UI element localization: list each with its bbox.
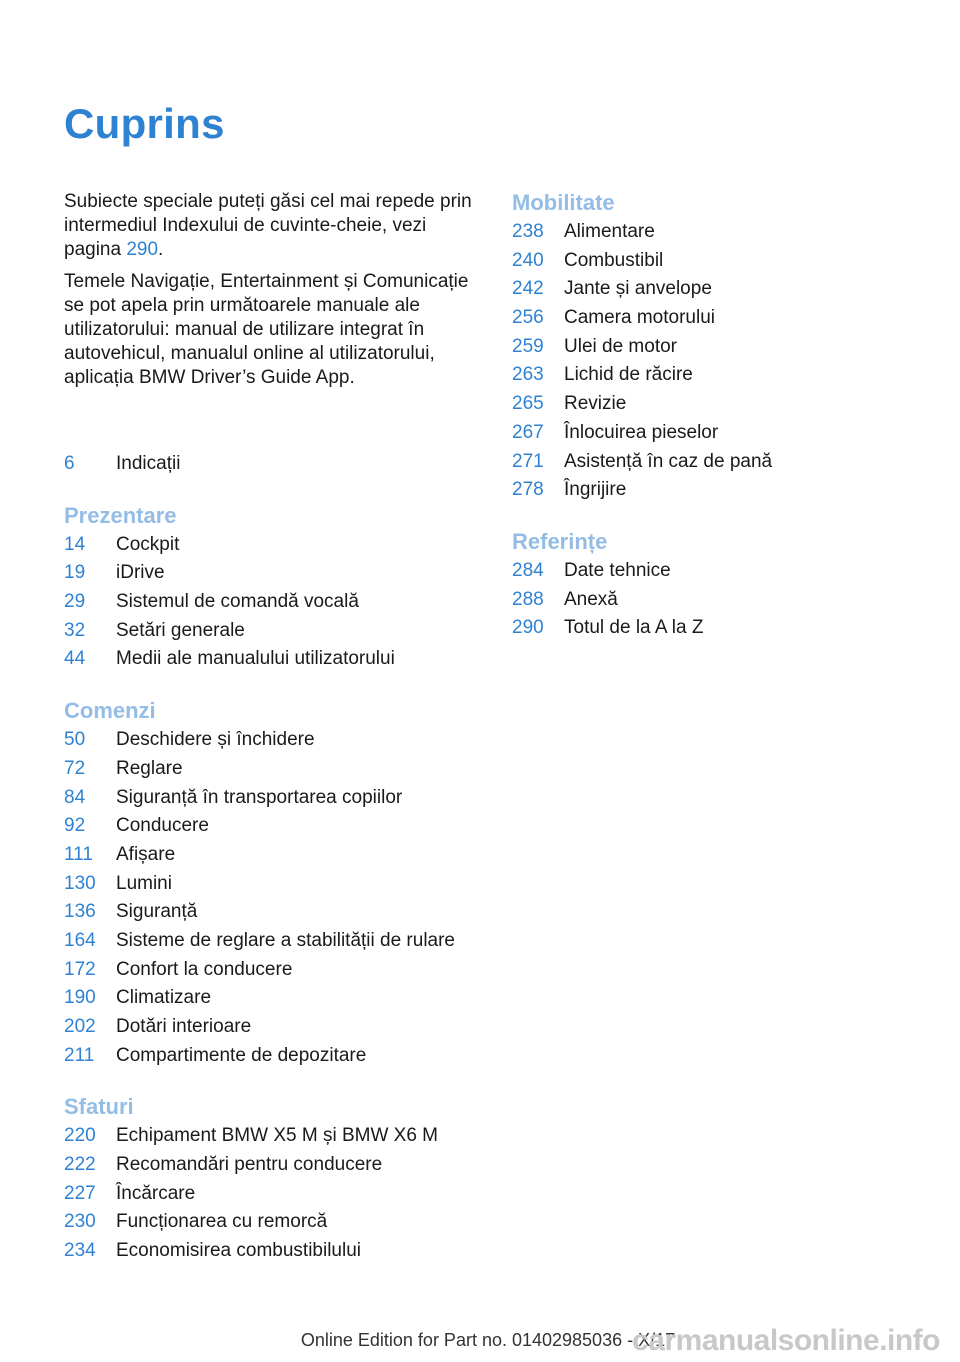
toc-entry-label[interactable]: Setări generale xyxy=(116,619,245,641)
toc-page-number[interactable]: 222 xyxy=(64,1154,96,1176)
toc-page-number[interactable]: 271 xyxy=(512,450,544,472)
toc-entry[interactable] xyxy=(64,927,456,956)
intro xyxy=(64,190,484,398)
toc-entry-label[interactable]: Combustibil xyxy=(564,249,664,271)
toc-page-number[interactable]: 240 xyxy=(512,249,544,271)
toc-page-number[interactable]: 278 xyxy=(512,479,544,501)
toc-entry[interactable] xyxy=(64,645,395,674)
toc-page-number[interactable]: 202 xyxy=(64,1016,96,1037)
toc-entry[interactable] xyxy=(64,1208,328,1237)
toc-entry[interactable] xyxy=(64,1013,252,1042)
toc-page-number[interactable]: 44 xyxy=(64,648,86,670)
toc-section-title: Comenzi xyxy=(64,698,156,724)
toc-entry-label[interactable]: Compartimente de depozitare xyxy=(116,1044,367,1066)
toc-entry-label[interactable]: iDrive xyxy=(116,562,165,584)
toc-entry[interactable] xyxy=(64,812,209,841)
section-gap xyxy=(64,1070,177,1092)
toc-page-number[interactable]: 230 xyxy=(64,1211,96,1233)
toc-page-number[interactable]: 14 xyxy=(64,533,86,555)
toc-entry[interactable] xyxy=(512,614,704,643)
section-gap xyxy=(512,505,615,527)
toc-page-number[interactable]: 211 xyxy=(64,1044,95,1066)
toc-entry-label[interactable]: Asistență în caz de pană xyxy=(564,450,773,472)
toc-entry-label[interactable]: Încărcare xyxy=(116,1182,196,1204)
toc-entry[interactable] xyxy=(512,304,715,333)
toc-right xyxy=(512,188,773,643)
toc-entry[interactable] xyxy=(64,531,180,560)
toc-entry-label[interactable]: Dotări interioare xyxy=(116,1016,252,1037)
intro-paragraph-manuals: Temele Navigație, Entertainment și Comunicație se pot apela prin următoarele manuale ale utilizatorului: manual de utilizare integrat în autovehicul, manualul online al utilizatorului, aplicația BMW Driver’s Guide App. xyxy=(64,271,469,388)
toc-entry[interactable] xyxy=(512,419,719,448)
toc-entry[interactable] xyxy=(512,333,677,362)
toc-entry[interactable] xyxy=(64,1122,439,1151)
toc-page-number[interactable]: 238 xyxy=(512,221,544,242)
toc-page-number[interactable]: 288 xyxy=(512,588,544,610)
toc-entry-label[interactable]: Afișare xyxy=(116,843,176,865)
toc-entry-label[interactable]: Sisteme de reglare a stabilității de rulare xyxy=(116,929,456,951)
toc-entry[interactable] xyxy=(512,247,664,276)
toc-entry-label[interactable]: Siguranță în transportarea copiilor xyxy=(116,786,403,808)
toc-entry-label[interactable]: Reglare xyxy=(116,757,183,779)
toc-entry[interactable] xyxy=(512,448,773,477)
toc-entry-label[interactable]: Totul de la A la Z xyxy=(564,617,704,639)
intro-end: . xyxy=(158,239,164,260)
toc-page-number[interactable]: 242 xyxy=(512,278,544,300)
toc-entry[interactable] xyxy=(64,559,177,588)
toc-page-number[interactable]: 256 xyxy=(512,307,544,329)
toc-entry-label[interactable]: Lumini xyxy=(116,872,172,894)
toc-entry-label[interactable]: Siguranță xyxy=(116,901,198,923)
footer-edition: Online Edition for Part no. 01402985036 - X/17 xyxy=(300,1330,676,1350)
toc-entry[interactable] xyxy=(512,361,693,390)
index-page-link[interactable]: 290 xyxy=(126,239,159,260)
toc-left xyxy=(64,450,456,1266)
toc-entry[interactable] xyxy=(64,956,293,985)
toc-entry[interactable] xyxy=(64,1151,383,1180)
toc-page-number[interactable]: 290 xyxy=(512,617,544,639)
toc-page-number[interactable]: 32 xyxy=(64,619,86,641)
toc-entry[interactable] xyxy=(512,390,627,419)
toc-page-number[interactable]: 267 xyxy=(512,421,544,443)
toc-entry-label[interactable]: Îngrijire xyxy=(564,479,627,501)
toc-page-number[interactable]: 130 xyxy=(64,872,96,894)
toc-page-number[interactable]: 259 xyxy=(512,335,544,357)
toc-section-title: Prezentare xyxy=(64,502,177,528)
page-title: Cuprins xyxy=(64,100,225,147)
toc-entry-label[interactable]: Date tehnice xyxy=(564,559,671,581)
toc-page-number[interactable]: 92 xyxy=(64,815,86,837)
intro-text: Subiecte speciale puteți găsi cel mai repede prin intermediul Indexului de cuvinte-cheie, vezi pagina xyxy=(64,191,472,260)
toc-entry-label[interactable]: Lichid de răcire xyxy=(564,364,693,386)
toc-page-number[interactable]: 265 xyxy=(512,393,544,415)
toc-page-number[interactable]: 190 xyxy=(64,987,96,1009)
toc-entry[interactable] xyxy=(512,557,671,586)
section-gap xyxy=(64,479,177,501)
toc-entry-label[interactable]: Confort la conducere xyxy=(116,958,293,980)
toc-entry[interactable] xyxy=(64,1180,196,1209)
toc-page-number[interactable]: 220 xyxy=(64,1125,96,1147)
toc-entry-label[interactable]: Jante și anvelope xyxy=(564,278,712,300)
toc-entry[interactable] xyxy=(512,275,712,304)
toc-entry-label[interactable]: Anexă xyxy=(564,588,618,610)
toc-entry[interactable] xyxy=(64,588,359,617)
toc-entry[interactable] xyxy=(64,898,198,927)
toc-entry[interactable] xyxy=(64,1237,361,1266)
toc-entry[interactable] xyxy=(64,1042,367,1071)
toc-entry-label[interactable]: Ulei de motor xyxy=(564,335,677,357)
toc-entry[interactable] xyxy=(64,617,245,646)
toc-page-number[interactable]: 72 xyxy=(64,757,86,779)
toc-entry[interactable] xyxy=(64,784,403,813)
toc-entry-label[interactable]: Revizie xyxy=(564,393,627,415)
toc-entry-label[interactable]: Cockpit xyxy=(116,533,180,555)
toc-entry-label[interactable]: Sistemul de comandă vocală xyxy=(116,591,359,613)
toc-page-number[interactable]: 29 xyxy=(64,591,86,613)
toc-page-number[interactable]: 111 xyxy=(64,843,93,865)
toc-entry-label[interactable]: Economisirea combustibilului xyxy=(116,1240,361,1262)
toc-page-number[interactable]: 227 xyxy=(64,1182,96,1204)
watermark: carmanualsonline.info xyxy=(632,1324,940,1357)
toc-page-number[interactable]: 284 xyxy=(512,559,544,581)
toc-entry[interactable] xyxy=(512,476,627,505)
toc-entry-label[interactable]: Camera motorului xyxy=(564,307,715,329)
toc-page-number[interactable]: 6 xyxy=(64,453,75,474)
toc-entry[interactable] xyxy=(64,984,212,1013)
toc-page-number[interactable]: 172 xyxy=(64,958,96,980)
toc-entry-label[interactable]: Deschidere și închidere xyxy=(116,729,315,751)
toc-section-title: Sfaturi xyxy=(64,1094,134,1120)
toc-entry[interactable] xyxy=(64,450,181,479)
toc-entry-label[interactable]: Climatizare xyxy=(116,987,212,1009)
toc-page-number[interactable]: 164 xyxy=(64,929,96,951)
intro-paragraph-index xyxy=(64,190,484,262)
toc-entry-label[interactable]: Echipament BMW X5 M și BMW X6 M xyxy=(116,1125,439,1147)
toc-page-number[interactable]: 84 xyxy=(64,786,86,808)
toc-page-number[interactable]: 263 xyxy=(512,364,544,386)
toc-entry-label[interactable]: Alimentare xyxy=(564,221,655,242)
toc-entry[interactable] xyxy=(64,870,177,899)
toc-page-number[interactable]: 136 xyxy=(64,901,96,923)
toc-entry-label[interactable]: Înlocuirea pieselor xyxy=(564,421,719,443)
toc-section-title: Mobilitate xyxy=(512,190,615,215)
toc-entry[interactable] xyxy=(512,586,618,615)
toc-entry-label[interactable]: Conducere xyxy=(116,815,209,837)
toc-entry[interactable] xyxy=(64,726,315,755)
toc-entry-label[interactable]: Indicații xyxy=(116,453,181,474)
toc-page-number[interactable]: 50 xyxy=(64,729,86,751)
toc-entry[interactable] xyxy=(64,841,177,870)
toc-section-title: Referințe xyxy=(512,528,608,554)
toc-entry[interactable] xyxy=(512,218,655,247)
toc-entry-label[interactable]: Medii ale manualului utilizatorului xyxy=(116,648,395,670)
toc-page-number[interactable]: 234 xyxy=(64,1240,96,1262)
toc-entry[interactable] xyxy=(64,755,183,784)
section-gap xyxy=(64,674,177,696)
toc-page-number[interactable]: 19 xyxy=(64,562,86,584)
toc-entry-label[interactable]: Recomandări pentru conducere xyxy=(116,1154,383,1176)
toc-entry-label[interactable]: Funcționarea cu remorcă xyxy=(116,1211,328,1233)
